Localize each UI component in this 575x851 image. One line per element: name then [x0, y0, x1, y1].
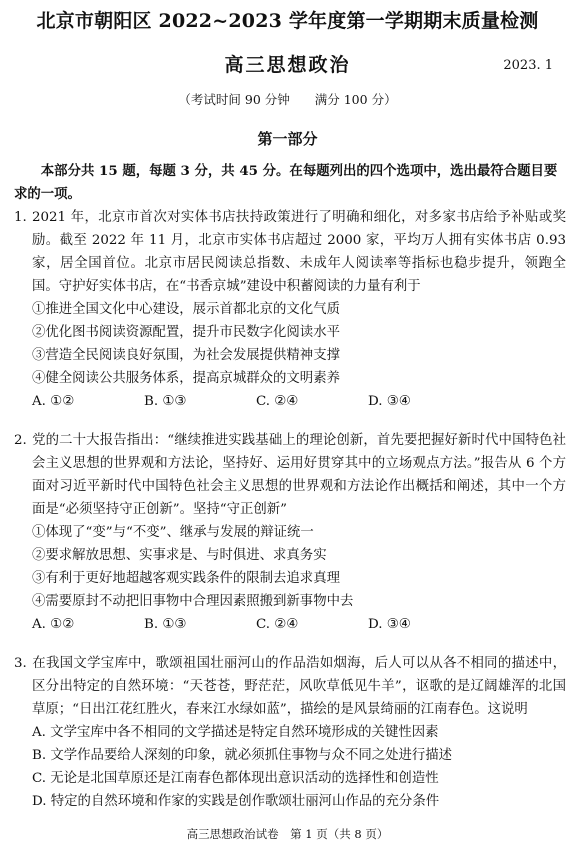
question-number: 3. [14, 656, 27, 671]
choice-c: C. ②④ [256, 394, 299, 409]
question-1 [14, 206, 566, 413]
question-text: 党的二十大报告指出：“继续推进实践基础上的理论创新，首先要把握好新时代中国特色社会主义思想的世界观和方法论，坚持好、运用好贯穿其中的立场观点方法。”报告从 6 个方面对习近平新时代中国特色社会主义思想的世界观和方法论作出概括和阐述，其中一个方面是“必须坚持守正创新”。坚持“守正创新” [32, 433, 566, 517]
answer-option-d: D. 特定的自然环境和作家的实践是创作歌颂壮丽河山作品的充分条件 [32, 794, 440, 809]
exam-info: （考试时间 90 分钟 满分 100 分） [178, 92, 397, 107]
choice-a: A. ①② [32, 617, 75, 632]
choice-b: B. ①③ [144, 394, 187, 409]
statement-option: ①体现了“变”与“不变”、继承与发展的辩证统一 [32, 525, 314, 540]
choice-d: D. ③④ [368, 394, 411, 409]
answer-option-a: A. 文学宝库中各不相同的文学描述是特定自然环境形成的关键性因素 [32, 725, 439, 740]
statement-option: ①推进全国文化中心建设，展示首都北京的文化气质 [32, 302, 340, 317]
exam-title: 北京市朝阳区 2022~2023 学年度第一学期期末质量检测 [36, 10, 539, 32]
choice-a: A. ①② [32, 394, 75, 409]
choice-c: C. ②④ [256, 617, 299, 632]
question-2 [14, 429, 566, 636]
statement-option: ③营造全民阅读良好氛围，为社会发展提供精神支撑 [32, 348, 340, 363]
question-stem [14, 206, 566, 298]
statement-option: ③有利于更好地超越客观实践条件的限制去追求真理 [32, 571, 340, 586]
question-text: 2021 年，北京市首次对实体书店扶持政策进行了明确和细化，对多家书店给予补贴或奖励。截至 2022 年 11 月，北京市实体书店超过 2000 家，平均万人拥有实体书店 0.93 家，居全国首位。北京市居民阅读总指数、未成年人阅读率等指标也稳步提升，领跑全国。守护好实体书店，在“书香京城”建设中积蓄阅读的力量有利于 [32, 210, 566, 294]
answer-option-c: C. 无论是北国草原还是江南春色都体现出意识活动的选择性和创造性 [32, 771, 439, 786]
question-3 [14, 652, 566, 813]
choice-b: B. ①③ [144, 617, 187, 632]
question-stem [14, 652, 566, 721]
answer-choices [14, 390, 566, 413]
section-instructions: 本部分共 15 题，每题 3 分，共 45 分。在每题列出的四个选项中，选出最符合题目要求的一项。 [14, 163, 558, 202]
choice-d: D. ③④ [368, 617, 411, 632]
section-title: 第一部分 [257, 130, 318, 148]
exam-date: 2023. 1 [503, 58, 553, 73]
answer-choices [14, 613, 566, 636]
question-number: 2. [14, 433, 27, 448]
statement-option: ④需要原封不动把旧事物中合理因素照搬到新事物中去 [32, 594, 354, 609]
subject-title: 高三思想政治 [224, 54, 351, 76]
statement-option: ④健全阅读公共服务体系，提高京城群众的文明素养 [32, 371, 340, 386]
statement-option: ②要求解放思想、实事求是、与时俱进、求真务实 [32, 548, 327, 563]
question-text: 在我国文学宝库中，歌颂祖国壮丽河山的作品浩如烟海，后人可以从各不相同的描述中，区分出特定的自然环境：“天苍苍，野茫茫，风吹草低见牛羊”，讴歌的是辽阔雄浑的北国草原；“日出江花红胜火，春来江水绿如蓝”，描绘的是风景绮丽的江南春色。这说明 [32, 656, 566, 717]
statement-option: ②优化图书阅读资源配置，提升市民数字化阅读水平 [32, 325, 340, 340]
answer-option-b: B. 文学作品要给人深刻的印象，就必须抓住事物与众不同之处进行描述 [32, 748, 453, 763]
question-stem [14, 429, 566, 521]
question-number: 1. [14, 210, 27, 225]
page-footer: 高三思想政治试卷 第 1 页（共 8 页） [186, 827, 389, 841]
